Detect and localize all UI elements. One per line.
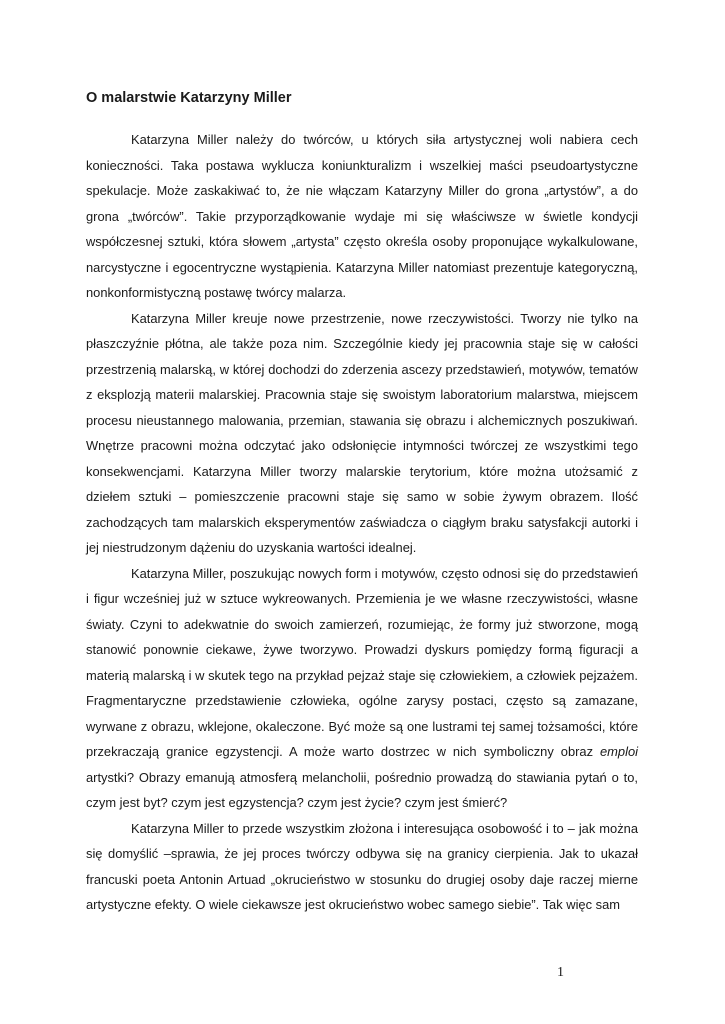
paragraph-2: Katarzyna Miller kreuje nowe przestrzenie, nowe rzeczywistości. Tworzy nie tylko na płaszczyźnie płótna, ale także poza nim. Szczególnie kiedy jej pracownia staje się w całości przestrzenią malarską, w której dochodzi do zderzenia ascezy przedstawień, motywów, tematów z eksplozją materii malarskiej. Pracownia staje się swoistym laboratorium malarstwa, miejscem procesu nieustannego malowania, przemian, stawania się obrazu i alchemicznych poszukiwań. Wnętrze pracowni można odczytać jako odsłonięcie intymności twórczej ze wszystkimi tego konsekwencjami. Katarzyna Miller tworzy malarskie terytorium, które można utożsamić z dziełem sztuki – pomieszczenie pracowni staje się samo w sobie żywym obrazem. Ilość zachodzących tam malarskich eksperymentów zaświadcza o ciągłym braku satysfakcji autorki i jej niestrudzonym dążeniu do uzyskania wartości idealnej. (86, 310, 638, 555)
emphasis-emploi: emploi (600, 744, 638, 759)
paragraph-1: Katarzyna Miller należy do twórców, u których siła artystycznej woli nabiera cech konieczności. Taka postawa wyklucza koniunkturalizm i wszelkiej maści pseudoartystyczne spekulacje. Może zaskakiwać to, że nie włączam Katarzyny Miller do grona „artystów”, a do grona „twórców”. Takie przyporządkowanie wydaje mi się właściwsze w świetle kondycji współczesnej sztuki, która słowem „artysta” często określa osoby proponujące wykalkulowane, narcystyczne i egocentryczne wystąpienia. Katarzyna Miller natomiast prezentuje kategoryczną, nonkonformistyczną postawę twórcy malarza. (86, 132, 638, 300)
paragraph-4: Katarzyna Miller to przede wszystkim złożona i interesująca osobowość i to – jak można się domyślić –sprawia, że jej proces twórczy odbywa się na granicy cierpienia. Jak to ukazał francuski poeta Antonin Artuad „okrucieństwo w stosunku do drugiej osoby daje raczej mierne artystyczne efekty. O wiele ciekawsze jest okrucieństwo wobec samego siebie”. Tak więc sam (86, 820, 638, 912)
document-title: O malarstwie Katarzyny Miller (86, 90, 292, 106)
paragraph-3-text-after: artystki? Obrazy emanują atmosferą melancholii, pośrednio prowadzą do stawiania pytań o to, czym jest byt? czym jest egzystencja? czym jest życie? czym jest śmierć? (86, 769, 638, 810)
page-number: 1 (557, 965, 564, 980)
document-body (86, 127, 638, 918)
paragraph-3 (86, 561, 638, 816)
paragraph-3-text-before: Katarzyna Miller, poszukując nowych form i motywów, często odnosi się do przedstawień i figur wcześniej już w sztuce wykreowanych. Przemienia je we własne rzeczywistości, własne światy. Czyni to adekwatnie do swoich zamierzeń, rozumiejąc, że formy już stworzone, mogą stanowić ponownie ciekawe, żywe tworzywo. Prowadzi dyskurs pomiędzy formą figuracji a materią malarską i w skutek tego na przykład pejzaż staje się człowiekiem, a człowiek pejzażem. Fragmentaryczne przedstawienie człowieka, ogólne zarysy postaci, często są zamazane, wyrwane z obrazu, wklejone, okaleczone. Być może są one lustrami tej samej tożsamości, które przekraczają granice egzystencji. A może warto dostrzec w nich symboliczny obraz (86, 565, 638, 759)
